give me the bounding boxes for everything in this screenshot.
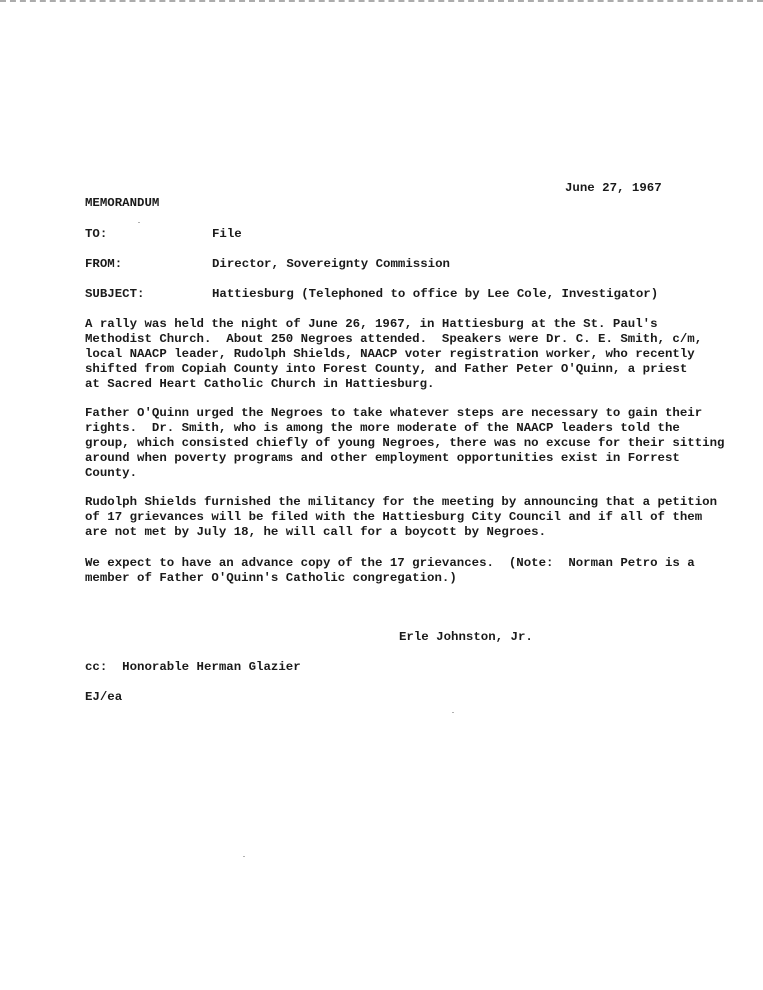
subject-label: SUBJECT:	[85, 287, 145, 301]
text-line: A rally was held the night of June 26, 1967, in Hattiesburg at the St. Paul's	[85, 317, 658, 331]
text-line: are not met by July 18, he will call for a boycott by Negroes.	[85, 525, 547, 539]
paragraph-petition	[85, 495, 750, 540]
typist-initials: EJ/ea	[85, 690, 123, 704]
paragraph-rally	[85, 317, 750, 392]
scan-speck	[452, 712, 454, 713]
text-line: rights. Dr. Smith, who is among the more moderate of the NAACP leaders told the	[85, 421, 680, 435]
text-line: group, which consisted chiefly of young Negroes, there was no excuse for their sitting	[85, 436, 725, 450]
from-value: Director, Sovereignty Commission	[212, 257, 450, 271]
scan-top-edge	[0, 0, 763, 10]
subject-value: Hattiesburg (Telephoned to office by Lee Cole, Investigator)	[212, 287, 659, 301]
text-line: Father O'Quinn urged the Negroes to take whatever steps are necessary to gain their	[85, 406, 703, 420]
signature-name: Erle Johnston, Jr.	[399, 630, 533, 644]
from-label: FROM:	[85, 257, 123, 271]
text-line: around when poverty programs and other employment opportunities exist in Forrest	[85, 451, 680, 465]
paragraph-speakers	[85, 406, 750, 481]
text-line: Methodist Church. About 250 Negroes attended. Speakers were Dr. C. E. Smith, c/m,	[85, 332, 703, 346]
text-line: member of Father O'Quinn's Catholic congregation.)	[85, 571, 457, 585]
to-label: TO:	[85, 227, 108, 241]
cc-line: cc: Honorable Herman Glazier	[85, 660, 301, 674]
text-line: local NAACP leader, Rudolph Shields, NAACP voter registration worker, who recently	[85, 347, 695, 361]
text-line: of 17 grievances will be filed with the Hattiesburg City Council and if all of them	[85, 510, 703, 524]
text-line: County.	[85, 466, 138, 480]
memo-heading: MEMORANDUM	[85, 196, 160, 210]
memo-date: June 27, 1967	[565, 181, 662, 195]
text-line: Rudolph Shields furnished the militancy for the meeting by announcing that a petition	[85, 495, 718, 509]
scan-speck	[243, 856, 245, 857]
text-line: at Sacred Heart Catholic Church in Hattiesburg.	[85, 377, 435, 391]
text-line: We expect to have an advance copy of the 17 grievances. (Note: Norman Petro is a	[85, 556, 695, 570]
to-value: File	[212, 227, 242, 241]
text-line: shifted from Copiah County into Forest County, and Father Peter O'Quinn, a priest	[85, 362, 688, 376]
paragraph-note	[85, 556, 750, 586]
scan-speck	[138, 222, 140, 223]
